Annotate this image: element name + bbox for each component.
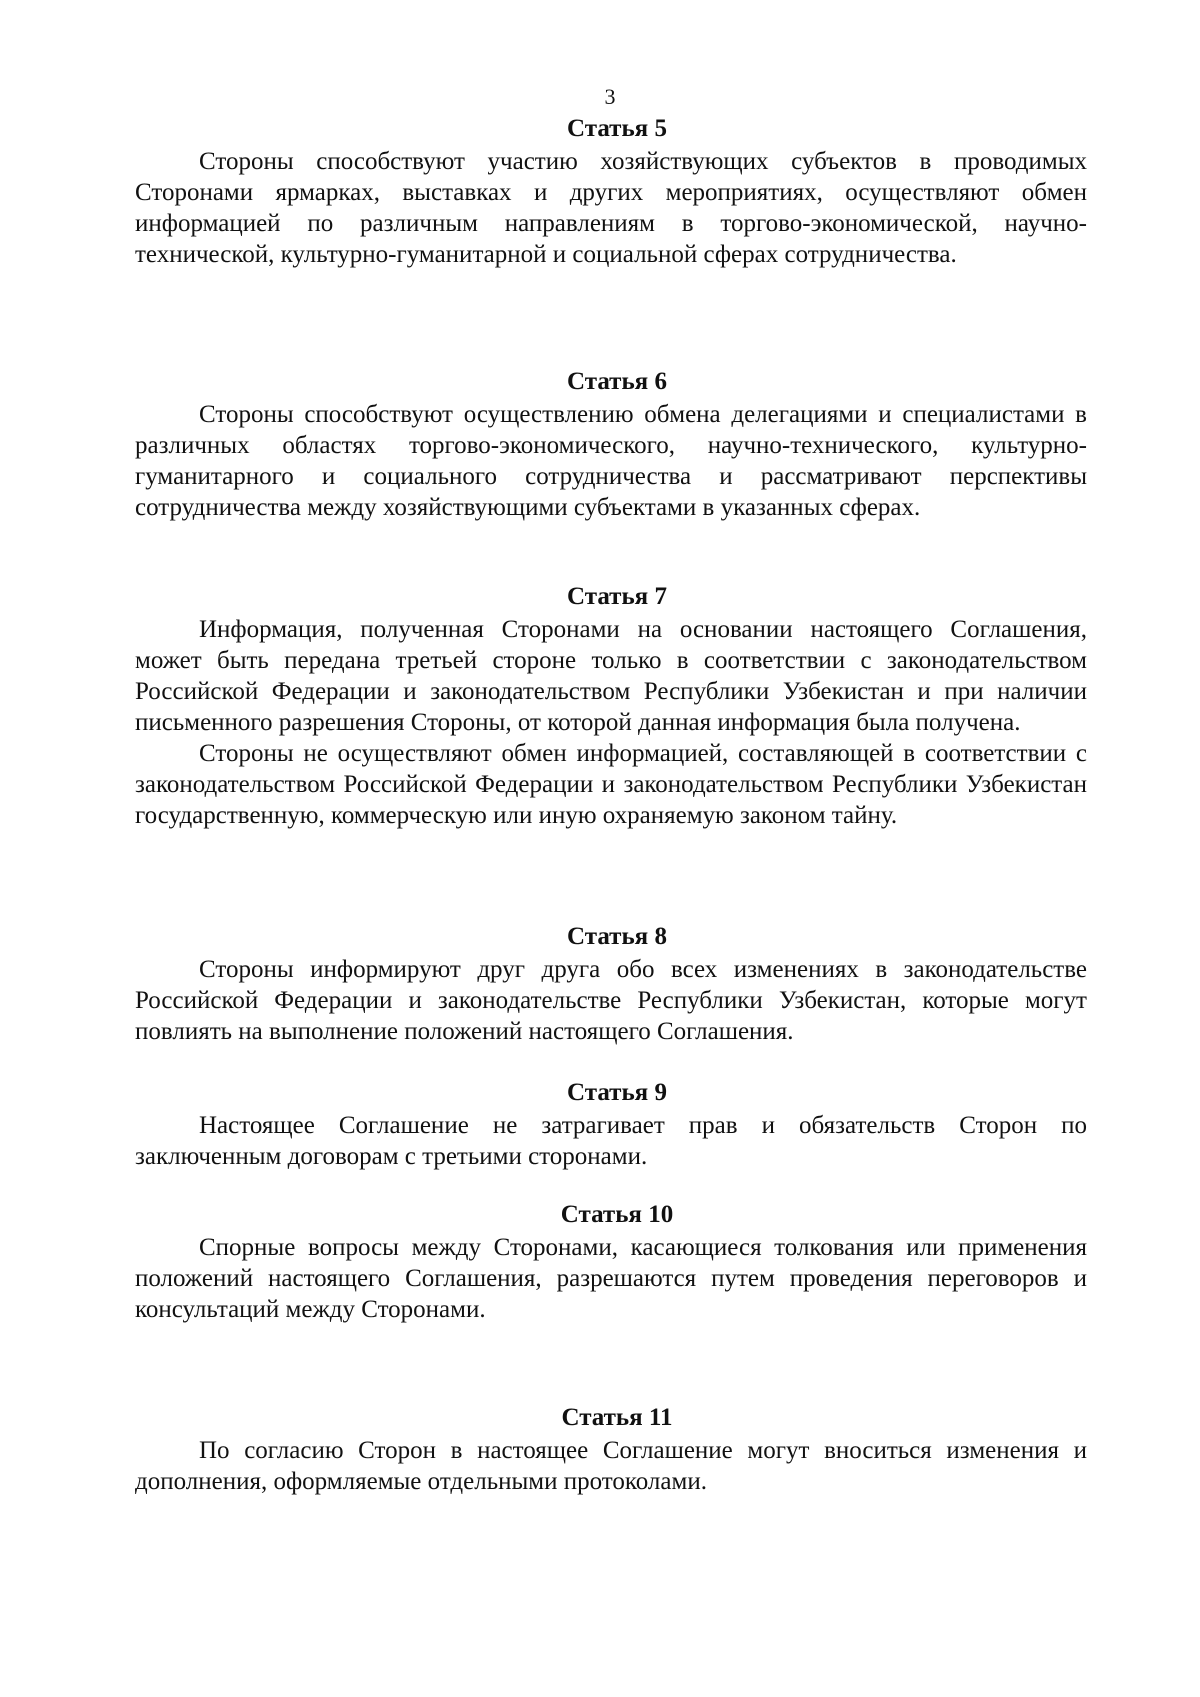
article-paragraph: Стороны информируют друг друга обо всех изменениях в законодательстве Российской Федерации и законодательстве Республики Узбекистан, которые могут повлиять на выполнение положений настоящего Соглашения. (135, 956, 1087, 1045)
article-paragraph: Стороны способствуют участию хозяйствующих субъектов в проводимых Сторонами ярмарках, выставках и других мероприятиях, осуществляют обмен информацией по различным направлениям в торгово-экономической, научно-технической, культурно-гуманитарной и социальной сферах сотрудничества. (135, 148, 1087, 268)
article-title: Статья 8 (567, 923, 667, 950)
article-title: Статья 10 (560, 1201, 674, 1228)
article-title: Статья 5 (567, 115, 667, 142)
article-9 (135, 1078, 1087, 1172)
article-11 (135, 1403, 1087, 1497)
article-paragraph: Стороны не осуществляют обмен информацией, составляющей в соответствии с законодательством Российской Федерации и законодательством Республики Узбекистан государственную, коммерческую или иную охраняемую законом тайну. (135, 740, 1087, 829)
article-title: Статья 7 (567, 583, 667, 610)
article-6 (135, 367, 1087, 523)
article-paragraph: Информация, полученная Сторонами на основании настоящего Соглашения, может быть передана третьей стороне только в соответствии с законодательством Российской Федерации и законодательством Республики Узбекистан и при наличии письменного разрешения Стороны, от которой данная информация была получена. (135, 616, 1087, 736)
article-title: Статья 6 (567, 368, 667, 395)
article-paragraph: Настоящее Соглашение не затрагивает прав и обязательств Сторон по заключенным договорам с третьими сторонами. (135, 1112, 1087, 1170)
article-paragraph: Спорные вопросы между Сторонами, касающиеся толкования или применения положений настоящего Соглашения, разрешаются путем проведения переговоров и консультаций между Сторонами. (135, 1234, 1087, 1323)
article-7 (135, 582, 1087, 831)
article-8 (135, 922, 1087, 1047)
article-title: Статья 11 (561, 1404, 673, 1431)
page-number: 3 (604, 84, 616, 109)
article-paragraph: По согласию Сторон в настоящее Соглашение могут вноситься изменения и дополнения, оформляемые отдельными протоколами. (135, 1437, 1087, 1495)
article-paragraph: Стороны способствуют осуществлению обмена делегациями и специалистами в различных областях торгово-экономического, научно-технического, культурно-гуманитарного и социального сотрудничества и рассматривают перспективы сотрудничества между хозяйствующими субъектами в указанных сферах. (135, 401, 1087, 521)
article-title: Статья 9 (567, 1079, 667, 1106)
article-10 (135, 1200, 1087, 1325)
article-5 (135, 114, 1087, 270)
